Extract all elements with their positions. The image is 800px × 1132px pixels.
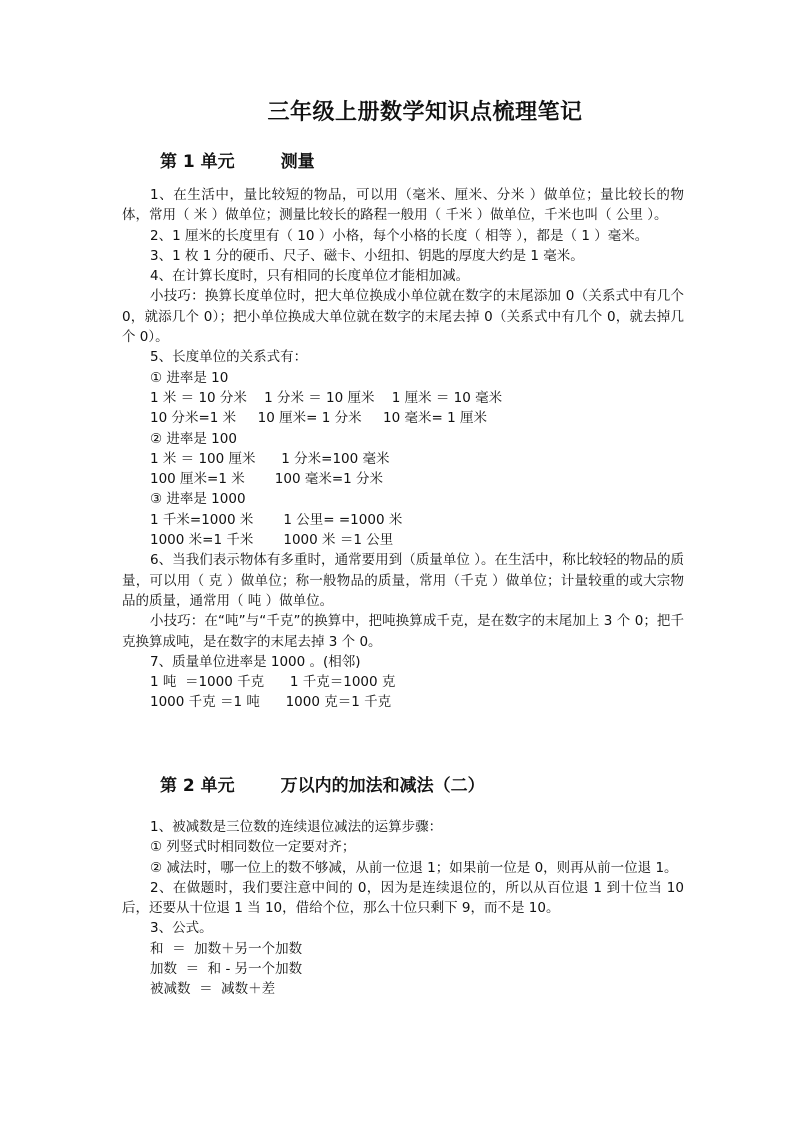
section-1-body <box>122 185 689 713</box>
formula-line: 加数 ＝ 和 - 另一个加数 <box>150 961 303 978</box>
formula-line: 1 千米=1000 米 1 公里= =1000 米 <box>150 511 403 528</box>
formula-line: 1 米 ＝ 10 分米 1 分米 ＝ 10 厘米 1 厘米 ＝ 10 毫米 <box>150 389 503 406</box>
section-2-unit: 第 2 单元 <box>160 776 235 796</box>
paragraph: 小技巧：在“吨”与“千克”的换算中，把吨换算成千克，是在数字的末尾加上 3 个 0；把千克换算成吨，是在数字的末尾去掉 3 个 0。 <box>122 613 684 650</box>
section-2-body <box>122 817 689 1000</box>
list-item: ② 进率是 100 <box>150 430 237 447</box>
paragraph: 1、在生活中，量比较短的物品，可以用（毫米、厘米、分米 ）做单位；量比较长的物体，常用（ 米 ）做单位；测量比较长的路程一般用（ 千米 ）做单位，千米也叫（ 公里 ）。 <box>122 187 684 224</box>
section-1-unit: 第 1 单元 <box>160 152 235 172</box>
paragraph: 2、在做题时，我们要注意中间的 0，因为是连续退位的，所以从百位退 1 到十位当 10 后，还要从十位退 1 当 10，借给个位，那么十位只剩下 9，而不是 10。 <box>122 879 689 917</box>
list-item: ② 减法时，哪一位上的数不够减，从前一位退 1；如果前一位是 0，则再从前一位退 1。 <box>150 859 678 876</box>
formula-line: 1 米 ＝ 100 厘米 1 分米=100 毫米 <box>150 450 390 467</box>
section-2-heading <box>160 774 485 798</box>
section-1-heading <box>160 150 315 174</box>
paragraph: 3、1 枚 1 分的硬币、尺子、磁卡、小纽扣、钥匙的厚度大约是 1 毫米。 <box>150 247 584 264</box>
formula-line: 100 厘米=1 米 100 毫米=1 分米 <box>150 471 384 488</box>
paragraph: 小技巧：换算长度单位时，把大单位换成小单位就在数字的末尾添加 0（关系式中有几个 0，就添几个 0）；把小单位换成大单位就在数字的末尾去掉 0（关系式中有几个 0，就去掉几个 0）。 <box>122 288 689 346</box>
list-item: ① 列竖式时相同数位一定要对齐； <box>150 839 356 856</box>
formula-line: 10 分米=1 米 10 厘米= 1 分米 10 毫米= 1 厘米 <box>150 410 487 427</box>
formula-line: 1000 千克 ＝1 吨 1000 克＝1 千克 <box>150 694 392 711</box>
paragraph: 4、在计算长度时，只有相同的长度单位才能相加减。 <box>150 268 470 285</box>
formula-line: 1000 米=1 千米 1000 米 ＝1 公里 <box>150 532 394 549</box>
paragraph: 2、1 厘米的长度里有（ 10 ）小格，每个小格的长度（ 相等 ），都是（ 1 ）毫米。 <box>150 227 649 244</box>
paragraph: 7、质量单位进率是 1000 。(相邻) <box>150 653 361 670</box>
list-item: ① 进率是 10 <box>150 369 229 386</box>
section-2-name: 万以内的加法和减法（二） <box>280 776 485 796</box>
list-item: ③ 进率是 1000 <box>150 491 246 508</box>
paragraph: 3、公式。 <box>150 920 213 937</box>
formula-line: 和 ＝ 加数＋另一个加数 <box>150 940 303 957</box>
paragraph: 6、当我们表示物体有多重时，通常要用到（质量单位 ）。在生活中，称比较轻的物品的质量，可以用（ 克 ）做单位；称一般物品的质量，常用（千克 ）做单位；计量较重的或大宗物品的质量，通常用（ 吨 ）做单位。 <box>122 552 684 609</box>
document-title: 三年级上册数学知识点梳理笔记 <box>267 100 583 125</box>
formula-line: 1 吨 ＝1000 千克 1 千克＝1000 克 <box>150 674 396 691</box>
paragraph: 1、被减数是三位数的连续退位减法的运算步骤： <box>150 819 443 835</box>
paragraph: 5、长度单位的关系式有： <box>150 349 308 366</box>
formula-line: 被减数 ＝ 减数＋差 <box>150 981 276 998</box>
section-1-name: 测量 <box>280 152 315 172</box>
